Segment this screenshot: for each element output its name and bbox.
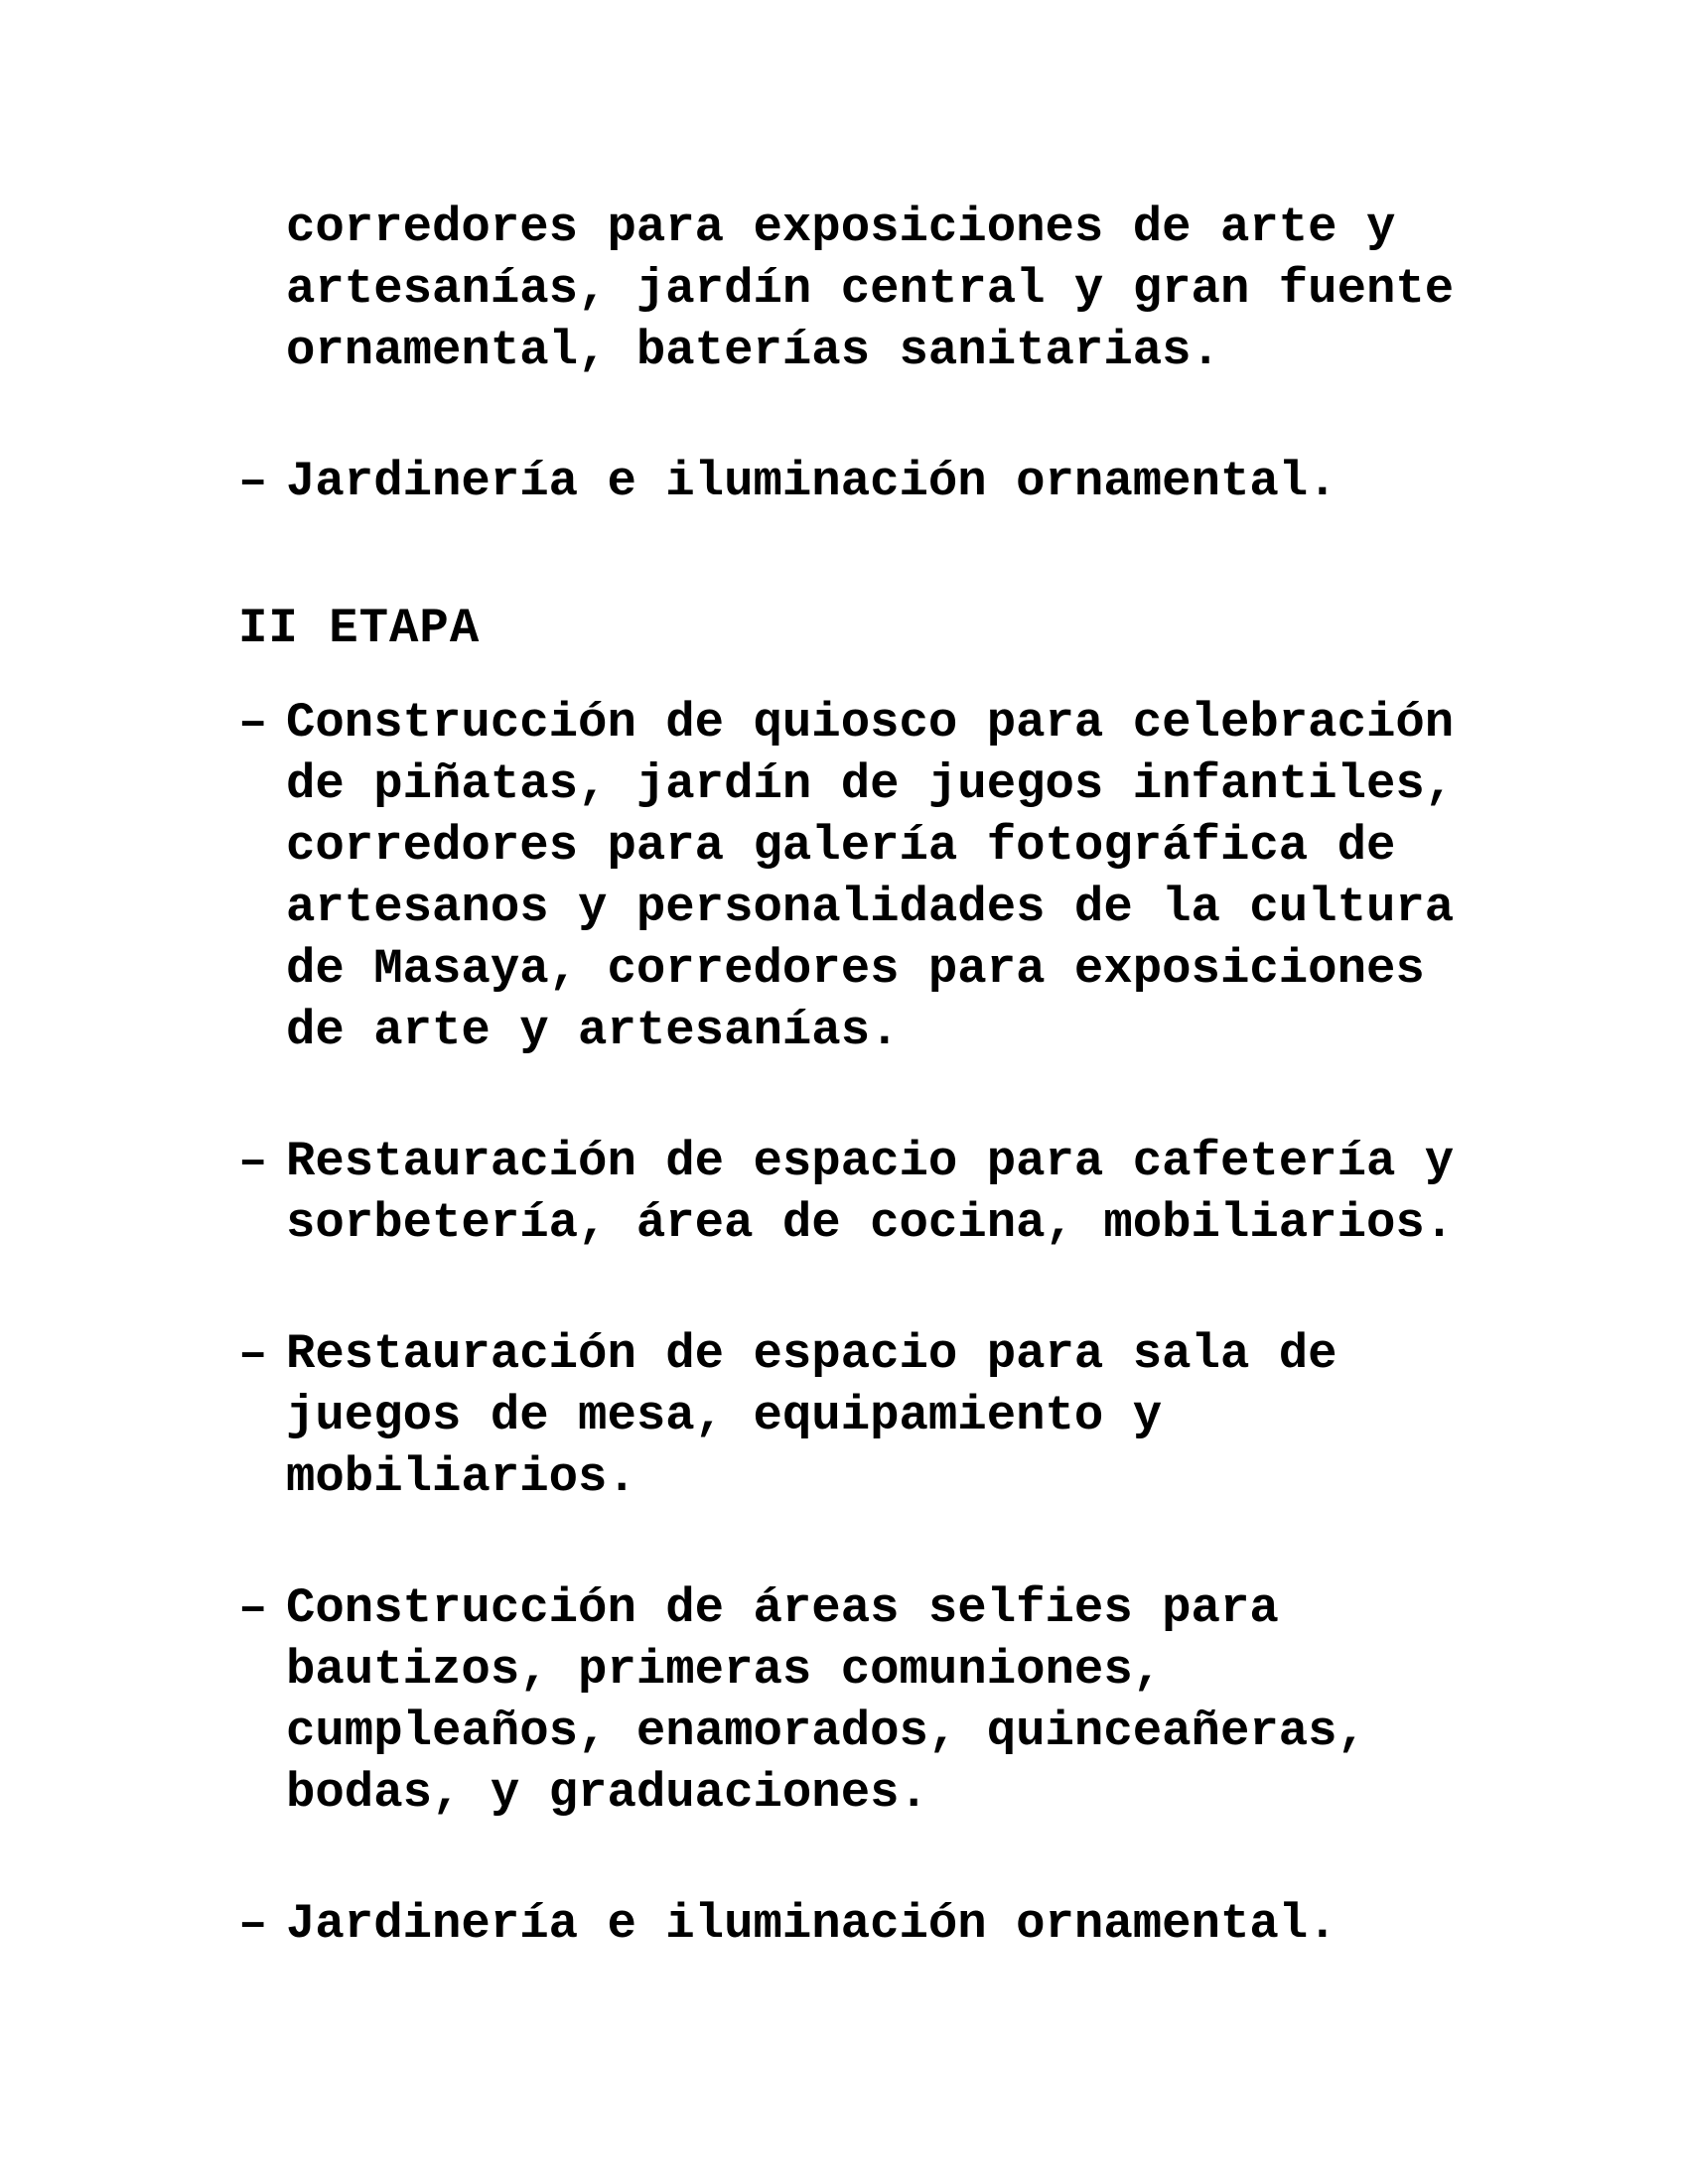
dash-marker: – (238, 1326, 268, 1382)
dash-marker: – (238, 695, 268, 751)
bullet-item (238, 1893, 1463, 1955)
bullet-item (238, 451, 1463, 512)
bullet-item (238, 1323, 1463, 1508)
paragraph-text: Jardinería e iluminación ornamental. (286, 1896, 1337, 1952)
dash-marker: – (238, 1580, 268, 1636)
paragraph-text: corredores para exposiciones de arte y artesanías, jardín central y gran fuente ornamental, baterías sanitarias. (286, 200, 1455, 378)
dash-marker: – (238, 454, 268, 509)
paragraph-text: Restauración de espacio para sala de juegos de mesa, equipamiento y mobiliarios. (286, 1326, 1337, 1505)
paragraph-text: Jardinería e iluminación ornamental. (286, 454, 1337, 509)
dash-marker: – (238, 1134, 268, 1189)
paragraph-continuation (286, 197, 1463, 381)
page-content (238, 197, 1509, 2024)
section-heading: II ETAPA (238, 601, 481, 656)
paragraph-text: Construcción de áreas selfies para bautizos, primeras comuniones, cumpleaños, enamorados, quinceañeras, bodas, y graduaciones. (286, 1580, 1366, 1821)
bullet-item (238, 1131, 1463, 1254)
bullet-item (238, 692, 1463, 1061)
paragraph-text: Restauración de espacio para cafetería y sorbetería, área de cocina, mobiliarios. (286, 1134, 1455, 1251)
paragraph-text: Construcción de quiosco para celebración de piñatas, jardín de juegos infantiles, corredores para galería fotográfica de artesanos y personalidades de la cultura de Masaya, corredores para exposiciones de arte y artesanías. (286, 695, 1455, 1058)
bullet-item (238, 1577, 1463, 1824)
dash-marker: – (238, 1896, 268, 1952)
